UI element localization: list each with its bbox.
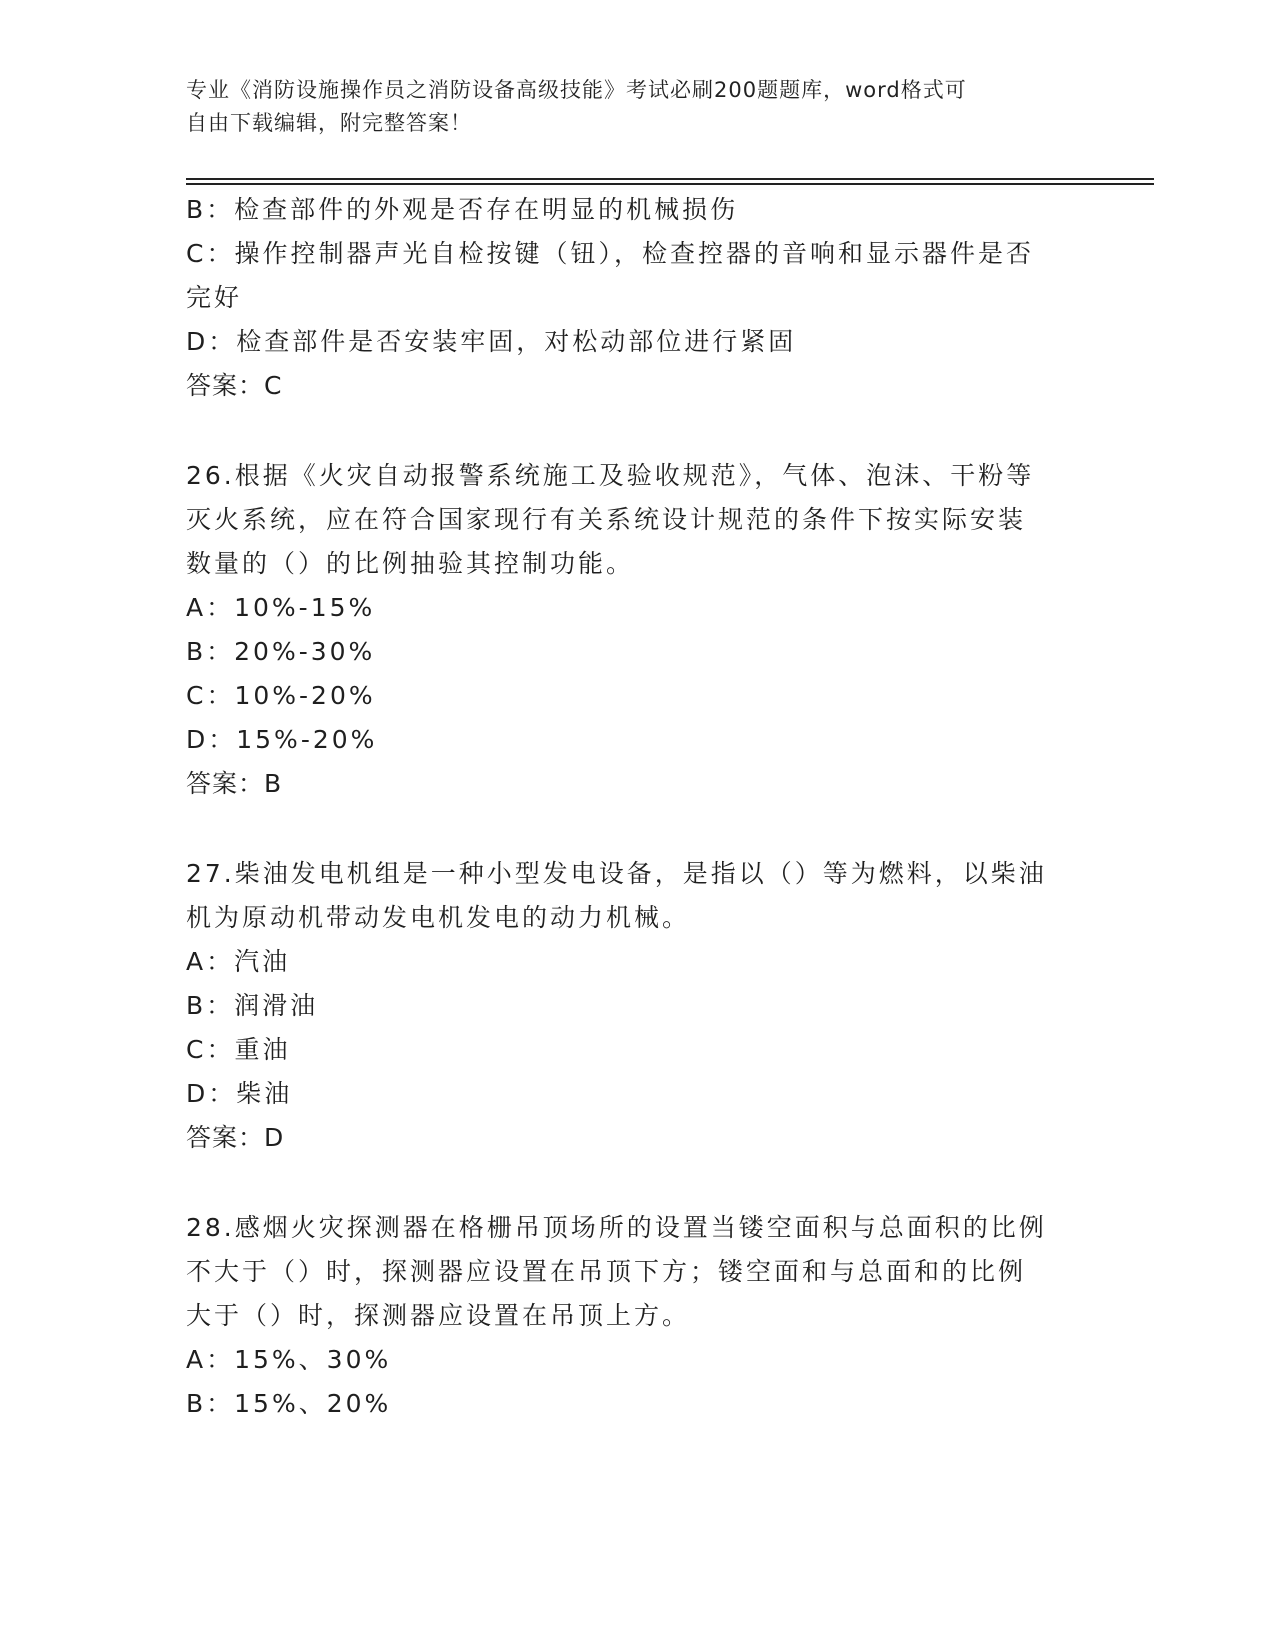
option-d: D：柴油 xyxy=(186,1079,293,1108)
question-26 xyxy=(186,454,1066,806)
answer: 答案：D xyxy=(186,1123,285,1152)
question-stem-line: 不大于（）时，探测器应设置在吊顶下方；镂空面和与总面和的比例 xyxy=(186,1257,1027,1286)
header-title-line-1: 专业《消防设施操作员之消防设备高级技能》考试必刷200题题库，word格式可 xyxy=(186,78,967,102)
option-b: B：润滑油 xyxy=(186,991,319,1020)
answer: 答案：C xyxy=(186,371,283,400)
option-c: C：操作控制器声光自检按键（钮），检查控器的音响和显示器件是否 xyxy=(186,239,1034,268)
question-27 xyxy=(186,852,1066,1160)
option-c: C：10%-20% xyxy=(186,681,376,710)
question-stem-line: 灭火系统，应在符合国家现行有关系统设计规范的条件下按实际安装 xyxy=(186,505,1027,534)
question-stem-line: 26.根据《火灾自动报警系统施工及验收规范》，气体、泡沫、干粉等 xyxy=(186,461,1035,490)
question-content xyxy=(186,188,1066,1426)
option-d: D：检查部件是否安装牢固，对松动部位进行紧固 xyxy=(186,327,797,356)
question-stem-line: 28.感烟火灾探测器在格栅吊顶场所的设置当镂空面积与总面积的比例 xyxy=(186,1213,1047,1242)
option-a: A：汽油 xyxy=(186,947,291,976)
answer: 答案：B xyxy=(186,769,283,798)
option-c-continued: 完好 xyxy=(186,283,243,312)
question-28 xyxy=(186,1206,1066,1426)
question-stem-line: 大于（）时，探测器应设置在吊顶上方。 xyxy=(186,1301,691,1330)
option-a: A：10%-15% xyxy=(186,593,376,622)
question-25-continued xyxy=(186,188,1066,408)
option-a: A：15%、30% xyxy=(186,1345,392,1374)
option-b: B：20%-30% xyxy=(186,637,376,666)
document-header xyxy=(186,74,1066,140)
question-stem-line: 数量的（）的比例抽验其控制功能。 xyxy=(186,549,635,578)
header-divider-bottom xyxy=(186,183,1154,185)
header-divider-top xyxy=(186,178,1154,180)
option-d: D：15%-20% xyxy=(186,725,378,754)
option-b: B：15%、20% xyxy=(186,1389,392,1418)
question-stem-line: 27.柴油发电机组是一种小型发电设备，是指以（）等为燃料，以柴油 xyxy=(186,859,1047,888)
question-stem-line: 机为原动机带动发电机发电的动力机械。 xyxy=(186,903,691,932)
header-title-line-2: 自由下载编辑，附完整答案！ xyxy=(186,111,472,135)
option-c: C：重油 xyxy=(186,1035,291,1064)
option-b: B：检查部件的外观是否存在明显的机械损伤 xyxy=(186,195,739,224)
